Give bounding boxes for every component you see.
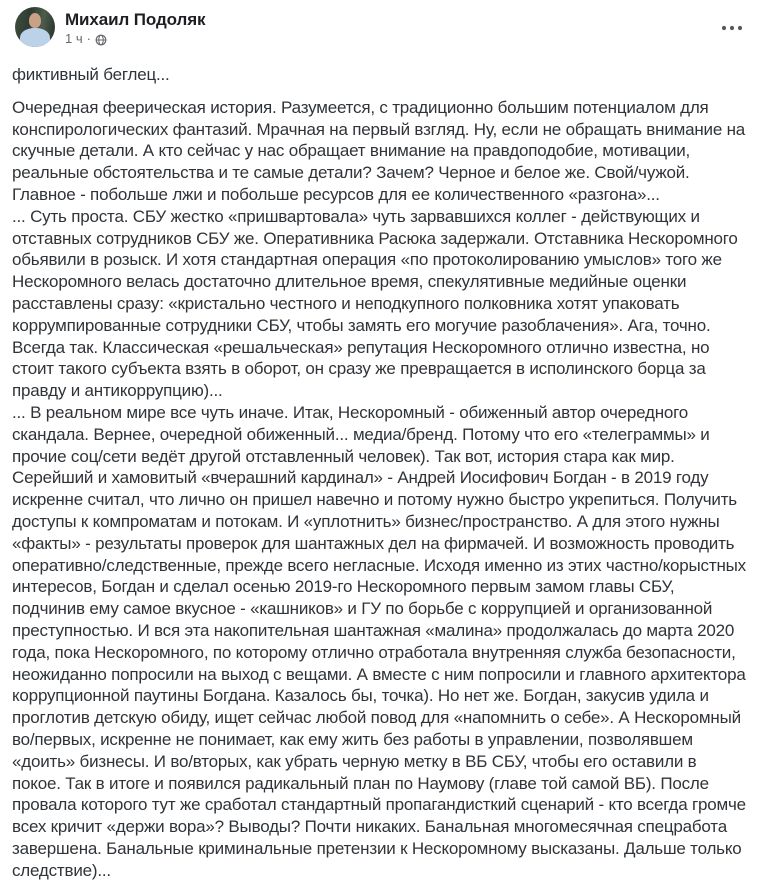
meta-separator: ·	[86, 31, 91, 46]
globe-icon	[95, 34, 107, 46]
post-paragraph-3: ... В реальном мире все чуть иначе. Итак, Нескоромный - обиженный автор очередного скандала. Вернее, очередной обиженный... медиа/бренд. Потому что его «телеграммы» и прочие соц/сети ведёт другой отставленный человек). Так вот, история стара как мир. Серейший и хамовитый «вчерашний кардинал» - Андрей Иосифович Богдан - в 2019 году искренне считал, что лично он пришел навечно и потому нужно быстро укрепиться. Получить доступы к компроматам и потокам. И «уплотнить» бизнес/пространство. А для этого нужны «факты» - результаты проверок для шантажных дел на фирмачей. И возможность проводить оперативно/следственные, прежде всего негласные. Исходя именно из этих частно/корыстных интересов, Богдан и сделал осенью 2019-го Нескоромного первым замом главы СБУ, подчинив ему самое вкусное - «кашников» и ГУ по борьбе с коррупцией и организованной преступностью. И вся эта накопительная шантажная «малина» продолжалась до марта 2020 года, пока Нескоромного, по которому отлично отработала внутренняя служба безопасности, неожиданно попросили на выход с вещами. А вместе с ним попросили и главного архитектора коррупционной паутины Богдана. Казалось бы, точка). Но нет же. Богдан, закусив удила и проглотив детскую обиду, ищет сейчас любой повод для «напомнить о себе». А Нескоромный во/первых, искренне не понимает, как ему жить без работы в управлении, позволявшем «доить» бизнесы. И во/вторых, как убрать черную метку в ВБ СБУ, чтобы его оставили в покое. Так в итоге и появился радикальный план по Наумову (главе той самой ВБ). После провала которого тут же сработал стандартный пропагандисткий сценарий - кто всегда громче всех кричит «держи вора»? Выводы? Почти никаких. Банальная многомесячная спецработа завершена. Банальные криминальные претензии к Нескоромному высказаны. Дальше только следствие)...	[12, 402, 746, 880]
post-paragraph-1: Очередная феерическая история. Разумеется, с традиционно большим потенциалом для конспирологических фантазий. Мрачная на первый взгляд. Ну, если не обращать внимание на скучные детали. А кто сейчас у нас обращает внимание на правдоподобие, мотивации, реальные обстоятельства и те самые детали? Зачем? Черное и белое же. Свой/чужой. Главное - побольше лжи и побольше ресурсов для ее количественного «разгона»...	[12, 97, 746, 204]
post-header-info	[65, 7, 205, 47]
post-header	[0, 0, 764, 48]
post-menu-button[interactable]	[714, 7, 750, 43]
author-name[interactable]: Михаил Подоляк	[65, 10, 206, 29]
avatar[interactable]	[15, 7, 55, 47]
post-paragraph-2: ... Суть проста. СБУ жестко «пришвартовала» чуть зарвавшихся коллег - действующих и отставных сотрудников СБУ же. Оперативника Расюка задержали. Отставника Нескоромного обьявили в розыск. И хотя стандартная операция «по протоколированию умыслов» того же Нескоромного велась достаточно длительное время, спекулятивные медийные оценки расставлены сразу: «кристально честного и неподкупного полковника хотят упаковать коррумпированные сотрудники СБУ, чтобы замять его могучие разоблачения». Ага, точно. Всегда так. Классическая «решальческая» репутация Нескоромного отлично известна, но стоит такого субъекта взять в оборот, он сразу же превращается в исполинского борца за правду и антикоррупцию)...	[12, 206, 738, 401]
post-meta	[65, 31, 205, 47]
post-body	[0, 48, 764, 881]
timestamp[interactable]: 1 ч	[65, 31, 83, 46]
post-intro-line: фиктивный беглец...	[12, 65, 170, 84]
ellipsis-icon	[720, 19, 744, 37]
